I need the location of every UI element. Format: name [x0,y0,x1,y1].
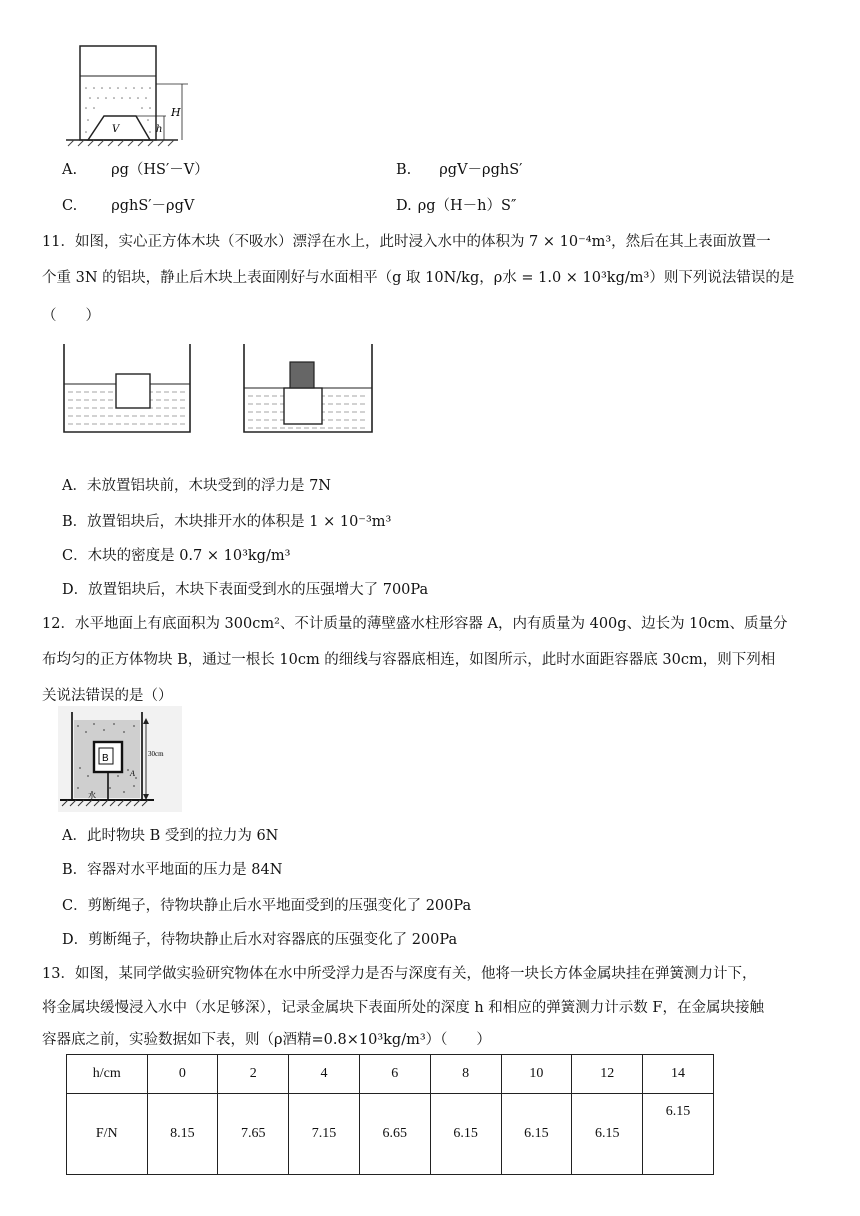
q13-data-table [66,1054,714,1175]
q11-stem-line-2: 个重 3N 的铝块，静止后木块上表面刚好与水面相平（g 取 10N/kg，ρ水 = 1.0 × 10³kg/m³）则下列说法错误的是 [42,270,795,286]
table-cell: 7.65 [218,1094,289,1175]
table-header-cell: 6 [359,1055,430,1094]
table-cell: 8.15 [147,1094,218,1175]
table-cell: 6.15 [572,1094,643,1175]
q10-option-d-key: D. [396,198,412,214]
q10-option-b-text: ρgV－ρghS′ [439,162,523,178]
q10-option-d [396,196,516,216]
table-header-row [67,1055,714,1094]
q10-option-a-text: ρg（HS′－V） [111,162,209,178]
q11-stem-line-3: （ ） [42,308,100,324]
q10-figure-label-h-small: h [156,124,163,135]
q11-stem-line-1: 11．如图，实心正方体木块（不吸水）漂浮在水上，此时浸入水中的体积为 7 × 10⁻⁴m³，然后在其上表面放置一 [42,234,771,250]
q12-figure-label-b: B [102,753,109,764]
q13-stem-line-2: 将金属块缓慢浸入水中（水足够深），记录金属块下表面所处的深度 h 和相应的弹簧测力计示数 F，在金属块接触 [42,1000,764,1016]
table-header-cell: 0 [147,1055,218,1094]
table-cell: 6.15 [643,1094,714,1175]
q10-figure [60,40,200,150]
q11-option-d: D．放置铝块后，木块下表面受到水的压强增大了 700Pa [62,582,429,598]
q10-option-c-key: C. [62,198,78,214]
q13-stem-line-3: 容器底之前，实验数据如下表，则（ρ酒精=0.8×10³kg/m³）（ ） [42,1032,491,1048]
q12-option-a: A．此时物块 B 受到的拉力为 6N [62,828,279,844]
q10-figure-label-v: V [112,124,120,135]
table-header-cell: 2 [218,1055,289,1094]
table-header-cell: 10 [501,1055,572,1094]
q12-stem-line-2: 布均匀的正方体物块 B，通过一根长 10cm 的细线与容器底相连，如图所示，此时水面距容器底 30cm，则下列相 [42,652,776,668]
q11-option-a: A．未放置铝块前，木块受到的浮力是 7N [62,478,331,494]
q10-option-b [396,160,522,180]
q11-option-c: C．木块的密度是 0.7 × 10³kg/m³ [62,548,291,564]
table-cell: 7.15 [289,1094,360,1175]
q12-figure-label-water: 水 [88,791,96,800]
q10-option-c-text: ρghS′－ρgV [111,198,195,214]
q10-option-a-key: A. [62,162,78,178]
q10-option-b-key: B. [396,162,412,178]
q10-figure-label-h-big: H [171,106,181,119]
table-row [67,1094,714,1175]
q13-stem-line-1: 13．如图，某同学做实验研究物体在水中所受浮力是否与深度有关，他将一块长方体金属块挂在弹簧测力计下， [42,966,757,982]
table-cell: 6.65 [359,1094,430,1175]
q10-option-c [62,196,194,216]
q11-option-b: B．放置铝块后，木块排开水的体积是 1 × 10⁻³m³ [62,514,392,530]
table-cell: 6.15 [501,1094,572,1175]
q11-figure [60,342,380,434]
q10-option-a [62,160,209,180]
q12-stem-line-1: 12．水平地面上有底面积为 300cm²、不计质量的薄壁盛水柱形容器 A，内有质量为 400g、边长为 10cm、质量分 [42,616,788,632]
table-cell: F/N [67,1094,148,1175]
table-header-cell: 14 [643,1055,714,1094]
q12-figure-label-a: A [130,769,135,778]
q12-stem-line-3: 关说法错误的是（） [42,688,173,704]
q12-option-b: B．容器对水平地面的压力是 84N [62,862,283,878]
table-header-cell: 8 [430,1055,501,1094]
q12-figure-label-depth: 30cm [148,750,164,758]
table-header-cell: 12 [572,1055,643,1094]
table-header-cell: 4 [289,1055,360,1094]
table-cell: 6.15 [430,1094,501,1175]
q12-option-d: D．剪断绳子，待物块静止后水对容器底的压强变化了 200Pa [62,932,458,948]
q12-option-c: C．剪断绳子，待物块静止后水平地面受到的压强变化了 200Pa [62,898,472,914]
table-header-cell: h/cm [67,1055,148,1094]
q10-option-d-text: ρg（H－h）S″ [417,198,517,214]
q12-figure [58,706,182,812]
